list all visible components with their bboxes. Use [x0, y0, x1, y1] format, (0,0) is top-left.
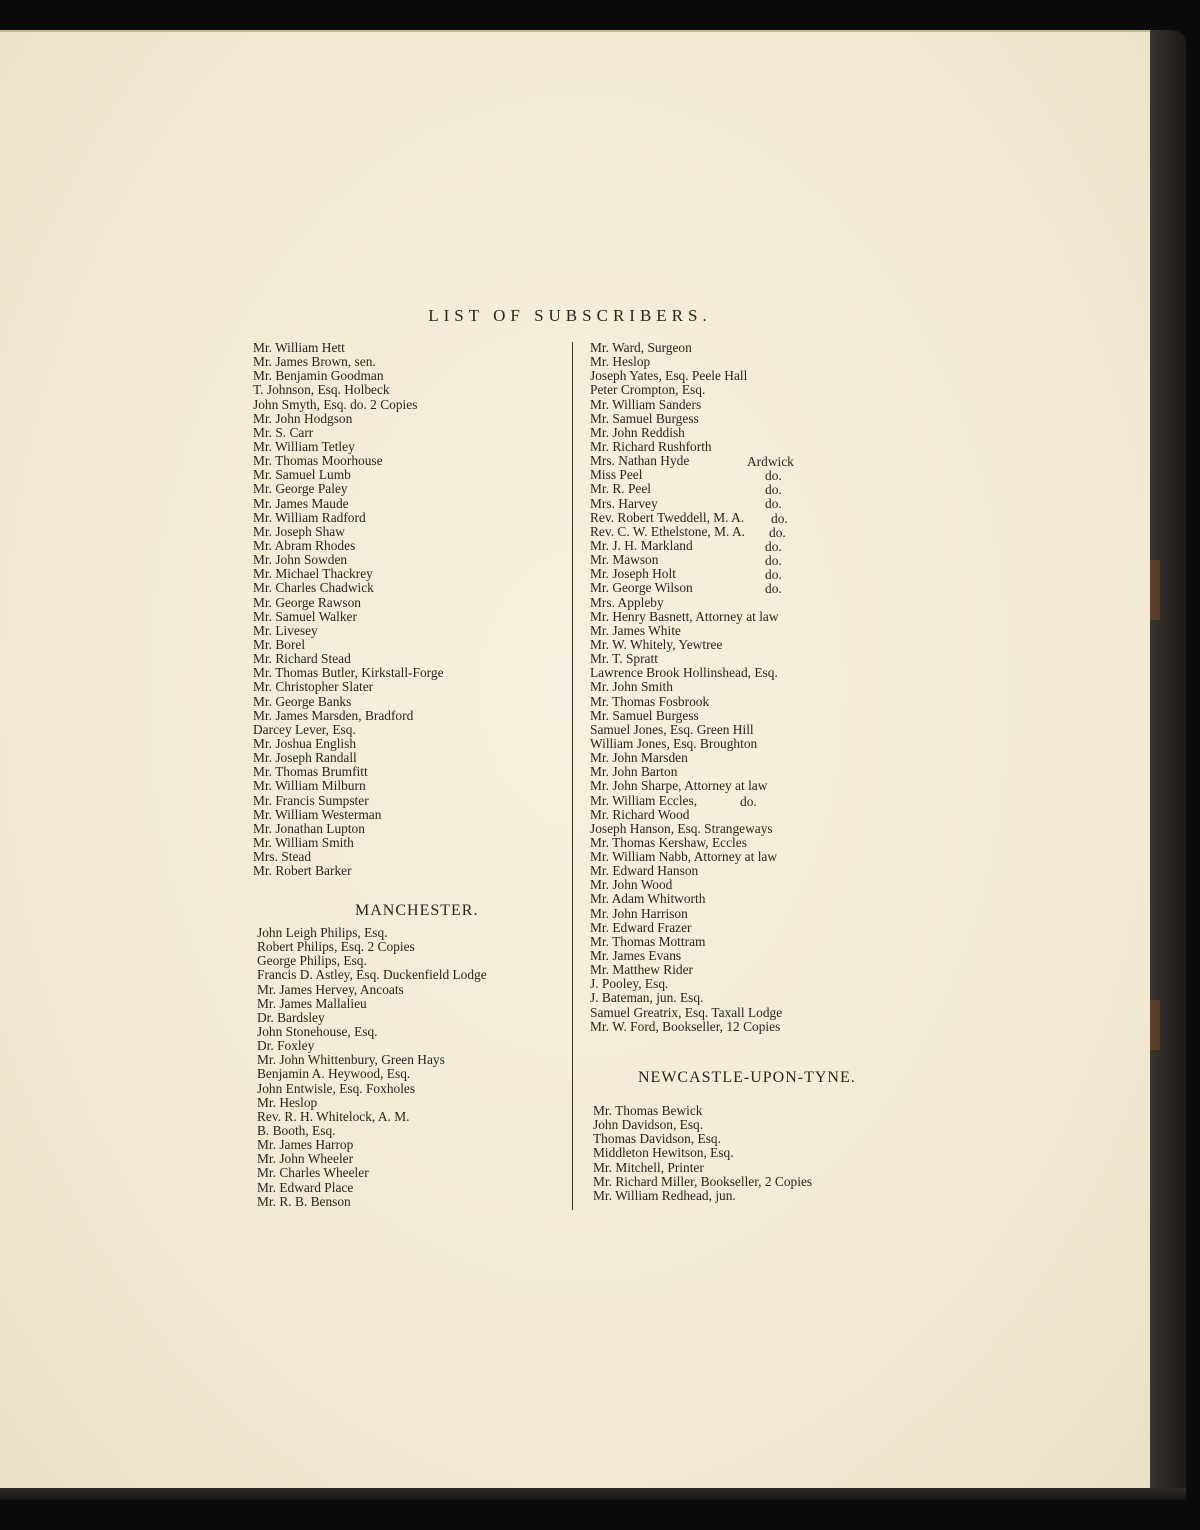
list-item: Mrs. Stead: [253, 849, 312, 865]
right-subscriber-list: [590, 341, 890, 1034]
list-item: Mr. Adam Whitworth: [590, 891, 706, 907]
list-item: Mr. Jonathan Lupton: [253, 820, 365, 836]
list-item: Thomas Davidson, Esq.: [593, 1131, 721, 1147]
list-item: Mrs. Nathan Hyde: [590, 453, 690, 469]
list-item: Mr. John Smith: [590, 679, 673, 695]
list-item: Joseph Hanson, Esq. Strangeways: [590, 820, 773, 836]
list-item: Mr. William Smith: [253, 834, 354, 850]
list-item: Joseph Yates, Esq. Peele Hall: [590, 368, 748, 384]
list-item: Mr. Borel: [253, 636, 306, 652]
list-item: Mr. Joseph Holt: [590, 566, 676, 582]
list-item: Mr. James Brown, sen.: [253, 354, 376, 370]
list-item: Robert Philips, Esq. 2 Copies: [257, 939, 415, 955]
list-item: Mr. T. Spratt: [590, 651, 658, 667]
list-item: Dr. Foxley: [257, 1038, 315, 1054]
list-item: Mr. Heslop: [590, 354, 651, 370]
list-item: Mr. William Milburn: [253, 778, 366, 794]
list-item: J. Bateman, jun. Esq.: [590, 990, 704, 1006]
list-item: George Philips, Esq.: [257, 953, 367, 969]
list-item: Mr. John Barton: [590, 764, 678, 780]
list-item: Mr. Matthew Rider: [590, 962, 694, 978]
list-item: Mr. William Tetley: [253, 438, 355, 454]
newcastle-subscriber-list: [593, 1104, 893, 1203]
list-item: Mr. James Evans: [590, 948, 682, 964]
list-item: Mr. Heslop: [257, 1094, 318, 1110]
list-item: Mr. Thomas Mottram: [590, 933, 706, 949]
list-item: Mr. Christopher Slater: [253, 679, 374, 695]
list-item: Mr. Joshua English: [253, 735, 357, 751]
cover-wear-mark: [1150, 560, 1160, 620]
list-item: Mr. Livesey: [253, 622, 318, 638]
list-item: Mr. Edward Hanson: [590, 863, 699, 879]
paper-sheet: [0, 30, 1160, 1492]
column-divider: [572, 342, 573, 1210]
list-item: Mr. Ward, Surgeon: [590, 340, 692, 355]
manchester-subscriber-list: [257, 926, 557, 1209]
list-item: Peter Crompton, Esq.: [590, 382, 706, 398]
list-item: Mr. John Whittenbury, Green Hays: [257, 1052, 445, 1068]
list-item: John Entwisle, Esq. Foxholes: [257, 1080, 416, 1096]
list-item: Mr. John Marsden: [590, 750, 688, 766]
list-item: Mr. Charles Chadwick: [253, 580, 374, 596]
list-item: Mr. George Wilson: [590, 580, 693, 596]
list-item: Mr. William Hett: [253, 340, 345, 355]
list-item: Mrs. Appleby: [590, 594, 664, 610]
list-item: William Jones, Esq. Broughton: [590, 735, 758, 751]
list-item: Mr. John Sharpe, Attorney at law: [590, 778, 768, 794]
list-item: Rev. Robert Tweddell, M. A.: [590, 509, 745, 525]
list-item: Mr. James Hervey, Ancoats: [257, 981, 404, 997]
list-item: Darcey Lever, Esq.: [253, 721, 356, 737]
list-item: Mr. Samuel Burgess: [590, 410, 699, 426]
list-item: Mrs. Harvey: [590, 495, 658, 511]
list-item: Mr. Thomas Kershaw, Eccles: [590, 834, 747, 850]
list-item: Mr. Edward Frazer: [590, 919, 692, 935]
list-item: Mr. Thomas Fosbrook: [590, 693, 710, 709]
list-item: Mr. J. H. Markland: [590, 537, 693, 553]
list-item: Samuel Greatrix, Esq. Taxall Lodge: [590, 1004, 783, 1020]
list-item: Mr. Samuel Burgess: [590, 707, 699, 723]
list-item: Mr. Thomas Butler, Kirkstall-Forge: [253, 665, 444, 681]
list-item: Mr. John Hodgson: [253, 410, 353, 426]
list-item: J. Pooley, Esq.: [590, 976, 669, 992]
list-item: Mr. John Sowden: [253, 552, 348, 568]
book-cover-edge: [1150, 30, 1186, 1500]
list-item: Rev. R. H. Whitelock, A. M.: [257, 1108, 410, 1124]
list-item: Mr. George Rawson: [253, 594, 361, 610]
list-item: John Stonehouse, Esq.: [257, 1023, 378, 1039]
list-item: Mr. Richard Rushforth: [590, 438, 712, 454]
list-item: Mr. William Westerman: [253, 806, 382, 822]
list-item: Mr. William Eccles,: [590, 792, 698, 808]
list-item: Mr. James Harrop: [257, 1137, 354, 1153]
list-item: Mr. William Nabb, Attorney at law: [590, 849, 778, 865]
list-item: T. Johnson, Esq. Holbeck: [253, 382, 390, 398]
list-item: Mr. Michael Thackrey: [253, 566, 373, 582]
list-item: Mr. S. Carr: [253, 424, 314, 440]
list-item: Mr. W. Whitely, Yewtree: [590, 636, 723, 652]
list-item: Mr. James Marsden, Bradford: [253, 707, 414, 723]
list-item: Mr. R. Peel: [590, 481, 652, 497]
list-item: Mr. Edward Place: [257, 1179, 354, 1195]
list-item: Mr. James Maude: [253, 495, 349, 511]
book-cover-bottom: [0, 1488, 1186, 1500]
location-ditto: do.: [765, 539, 782, 554]
list-item: John Smyth, Esq. do. 2 Copies: [253, 396, 418, 412]
list-item: Mr. Henry Basnett, Attorney at law: [590, 608, 779, 624]
location-ditto: do.: [771, 511, 788, 526]
location-ditto: do.: [740, 794, 757, 809]
list-item: Mr. John Wood: [590, 877, 673, 893]
list-item: Mr. Thomas Bewick: [593, 1103, 703, 1118]
list-item: B. Booth, Esq.: [257, 1122, 336, 1138]
list-item: Mr. Richard Miller, Bookseller, 2 Copies: [593, 1173, 813, 1189]
manchester-heading: MANCHESTER.: [355, 902, 479, 919]
page-title: LIST OF SUBSCRIBERS.: [428, 306, 712, 325]
list-item: Mr. Richard Stead: [253, 651, 351, 667]
list-item: Francis D. Astley, Esq. Duckenfield Lodge: [257, 967, 487, 983]
list-item: Dr. Bardsley: [257, 1009, 325, 1025]
location-ditto: do.: [765, 468, 782, 483]
list-item: Mr. Samuel Lumb: [253, 467, 351, 483]
location-ditto: do.: [765, 496, 782, 511]
list-item: Benjamin A. Heywood, Esq.: [257, 1066, 411, 1082]
list-item: Mr. R. B. Benson: [257, 1193, 351, 1209]
list-item: Rev. C. W. Ethelstone, M. A.: [590, 523, 745, 539]
list-item: Mr. William Redhead, jun.: [593, 1187, 736, 1203]
list-item: Mr. Abram Rhodes: [253, 537, 356, 553]
list-item: Mr. Mitchell, Printer: [593, 1159, 704, 1175]
list-item: Mr. John Reddish: [590, 424, 685, 440]
cover-wear-mark: [1150, 1000, 1160, 1050]
list-item: Mr. William Sanders: [590, 396, 702, 412]
list-item: Mr. John Harrison: [590, 905, 688, 921]
newcastle-heading: NEWCASTLE-UPON-TYNE.: [638, 1069, 856, 1086]
list-item: Mr. Benjamin Goodman: [253, 368, 384, 384]
list-item: John Leigh Philips, Esq.: [257, 925, 388, 940]
list-item: Mr. Robert Barker: [253, 863, 352, 879]
list-item: Mr. George Paley: [253, 481, 348, 497]
list-item: Mr. George Banks: [253, 693, 352, 709]
location-ditto: do.: [765, 581, 782, 596]
left-subscriber-list: [253, 341, 553, 878]
list-item: Mr. John Wheeler: [257, 1151, 354, 1167]
location-ardwick: Ardwick: [747, 454, 794, 469]
list-item: Mr. Richard Wood: [590, 806, 690, 822]
list-item: Miss Peel: [590, 467, 643, 483]
location-ditto: do.: [765, 567, 782, 582]
list-item: Mr. William Radford: [253, 509, 366, 525]
list-item: Mr. James Mallalieu: [257, 995, 367, 1011]
list-item: Mr. Mawson: [590, 552, 659, 568]
list-item: Mr. Thomas Brumfitt: [253, 764, 368, 780]
list-item: Lawrence Brook Hollinshead, Esq.: [590, 665, 778, 681]
list-item: Mr. Charles Wheeler: [257, 1165, 369, 1181]
list-item: Mr. Francis Sumpster: [253, 792, 369, 808]
list-item: Mr. James White: [590, 622, 681, 638]
location-ditto: do.: [765, 482, 782, 497]
location-ditto: do.: [765, 553, 782, 568]
location-ditto: do.: [769, 525, 786, 540]
list-item: Samuel Jones, Esq. Green Hill: [590, 721, 754, 737]
list-item: Mr. Samuel Walker: [253, 608, 357, 624]
list-item: John Davidson, Esq.: [593, 1117, 704, 1133]
list-item: Mr. W. Ford, Bookseller, 12 Copies: [590, 1018, 781, 1034]
list-item: Mr. Thomas Moorhouse: [253, 453, 383, 469]
list-item: Mr. Joseph Randall: [253, 750, 357, 766]
list-item: Mr. Joseph Shaw: [253, 523, 345, 539]
list-item: Middleton Hewitson, Esq.: [593, 1145, 734, 1161]
